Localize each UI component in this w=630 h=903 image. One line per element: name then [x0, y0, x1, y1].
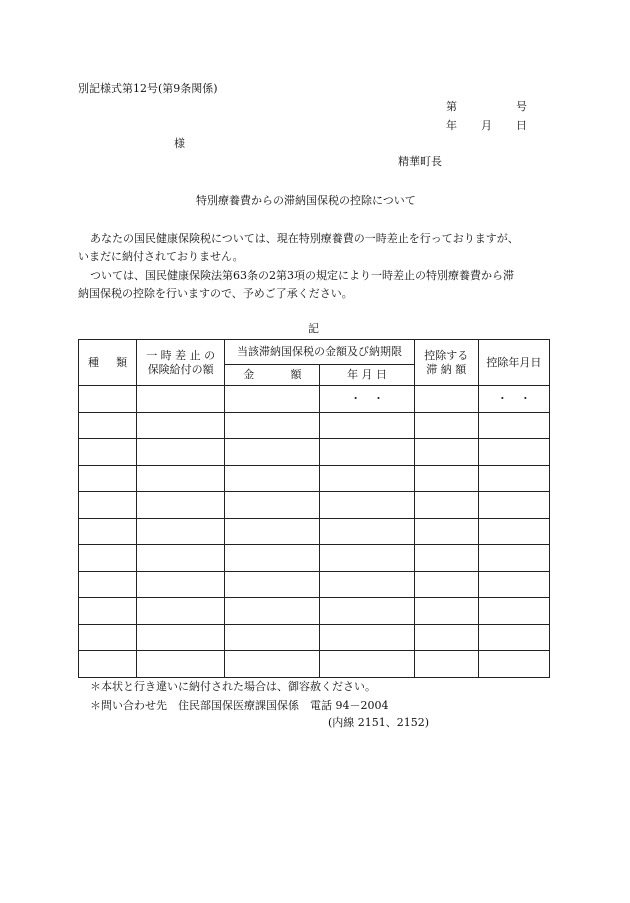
table-cell — [320, 624, 414, 651]
table-row — [79, 439, 550, 466]
table-cell — [137, 412, 225, 439]
header-due-date: 年 月 日 — [320, 365, 414, 386]
table-cell — [414, 386, 478, 413]
date-month-label: 月 — [481, 119, 492, 132]
body-paragraph-2-line-1: ついては、国民健康保険法第63条の2第3項の規定により一時差止の特別療養費から滞 — [90, 269, 514, 282]
table-cell — [137, 651, 225, 678]
table-cell — [79, 412, 137, 439]
date-dots: ・・ — [350, 391, 397, 405]
table-cell — [320, 412, 414, 439]
header-tax-group: 当該滞納国保税の金額及び納期限 — [225, 340, 414, 365]
table-cell — [225, 624, 320, 651]
table-cell — [320, 518, 414, 545]
footer-note-2: ＊問い合わせ先 住民部国保医療課国保係 電話 94－2004 — [90, 699, 389, 712]
table-cell — [414, 571, 478, 598]
footer-note-1: ＊本状と行き違いに納付された場合は、御容赦ください。 — [90, 680, 376, 693]
table-cell — [137, 465, 225, 492]
table-cell — [137, 624, 225, 651]
table-cell — [137, 439, 225, 466]
addressee-suffix: 様 — [174, 137, 185, 150]
table-cell — [137, 571, 225, 598]
table-cell — [225, 465, 320, 492]
header-deduct-amount: 控除する 滞 納 額 — [414, 340, 478, 386]
table-cell — [478, 386, 549, 413]
table-cell — [320, 598, 414, 625]
header-deduct-date: 控除年月日 — [478, 340, 549, 386]
table-cell — [320, 651, 414, 678]
footer-note-3: (内線 2151、2152) — [328, 716, 430, 729]
table-cell — [137, 492, 225, 519]
table-cell — [320, 439, 414, 466]
table-cell — [478, 624, 549, 651]
table-row — [79, 598, 550, 625]
table-cell — [225, 412, 320, 439]
table-row — [79, 545, 550, 572]
table-row — [79, 518, 550, 545]
table-cell — [225, 386, 320, 413]
sender-name: 精華町長 — [398, 155, 442, 168]
table-row — [79, 465, 550, 492]
table-cell — [478, 492, 549, 519]
table-cell — [478, 571, 549, 598]
table-cell — [79, 545, 137, 572]
table-cell — [414, 651, 478, 678]
table-cell — [79, 386, 137, 413]
table-row — [79, 624, 550, 651]
table-cell — [79, 571, 137, 598]
table-cell — [478, 651, 549, 678]
ki-heading: 記 — [308, 322, 319, 335]
document-title: 特別療養費からの滞納国保税の控除について — [196, 194, 416, 207]
date-day-label: 日 — [516, 119, 527, 132]
table-cell — [414, 545, 478, 572]
table-cell — [320, 492, 414, 519]
table-cell — [137, 545, 225, 572]
table-cell — [137, 518, 225, 545]
table-cell — [478, 465, 549, 492]
table-cell — [79, 439, 137, 466]
table-cell — [478, 439, 549, 466]
table-cell — [79, 492, 137, 519]
date-dots: ・・ — [496, 391, 543, 405]
table-cell — [414, 465, 478, 492]
body-paragraph-1-line-2: いまだに納付されておりません。 — [78, 250, 244, 263]
table-cell — [478, 545, 549, 572]
table-cell — [414, 624, 478, 651]
form-reference: 別記様式第12号(第9条関係) — [78, 82, 218, 95]
table-cell — [79, 598, 137, 625]
table-cell — [79, 651, 137, 678]
header-amount: 金 額 — [225, 365, 320, 386]
table-cell — [79, 465, 137, 492]
table-row — [79, 651, 550, 678]
table-row — [79, 412, 550, 439]
table-cell — [137, 386, 225, 413]
table-cell — [320, 571, 414, 598]
table-cell — [225, 439, 320, 466]
table-cell — [478, 598, 549, 625]
table-cell — [320, 386, 414, 413]
header-type: 種 類 — [79, 340, 137, 386]
table-cell — [225, 545, 320, 572]
table-cell — [225, 651, 320, 678]
table-cell — [414, 518, 478, 545]
table-cell — [414, 492, 478, 519]
table-row — [79, 386, 550, 413]
table-cell — [320, 465, 414, 492]
table-cell — [79, 624, 137, 651]
table-row — [79, 571, 550, 598]
table-cell — [79, 518, 137, 545]
body-paragraph-1-line-1: あなたの国民健康保険税については、現在特別療養費の一時差止を行っておりますが、 — [90, 232, 519, 245]
table-cell — [414, 412, 478, 439]
table-cell — [225, 571, 320, 598]
table-cell — [414, 598, 478, 625]
table-row — [79, 492, 550, 519]
table-cell — [320, 545, 414, 572]
table-cell — [414, 439, 478, 466]
table-cell — [225, 492, 320, 519]
deduction-table — [78, 339, 550, 678]
table-cell — [225, 518, 320, 545]
table-cell — [478, 518, 549, 545]
table-cell — [137, 598, 225, 625]
date-year-label: 年 — [446, 119, 457, 132]
document-number-prefix: 第 — [446, 100, 457, 113]
body-paragraph-2-line-2: 納国保税の控除を行いますので、予めご了承ください。 — [78, 287, 353, 300]
document-number-suffix: 号 — [516, 100, 527, 113]
table-cell — [478, 412, 549, 439]
header-suspended-amount: 一 時 差 止 の 保険給付の額 — [137, 340, 225, 386]
table-cell — [225, 598, 320, 625]
